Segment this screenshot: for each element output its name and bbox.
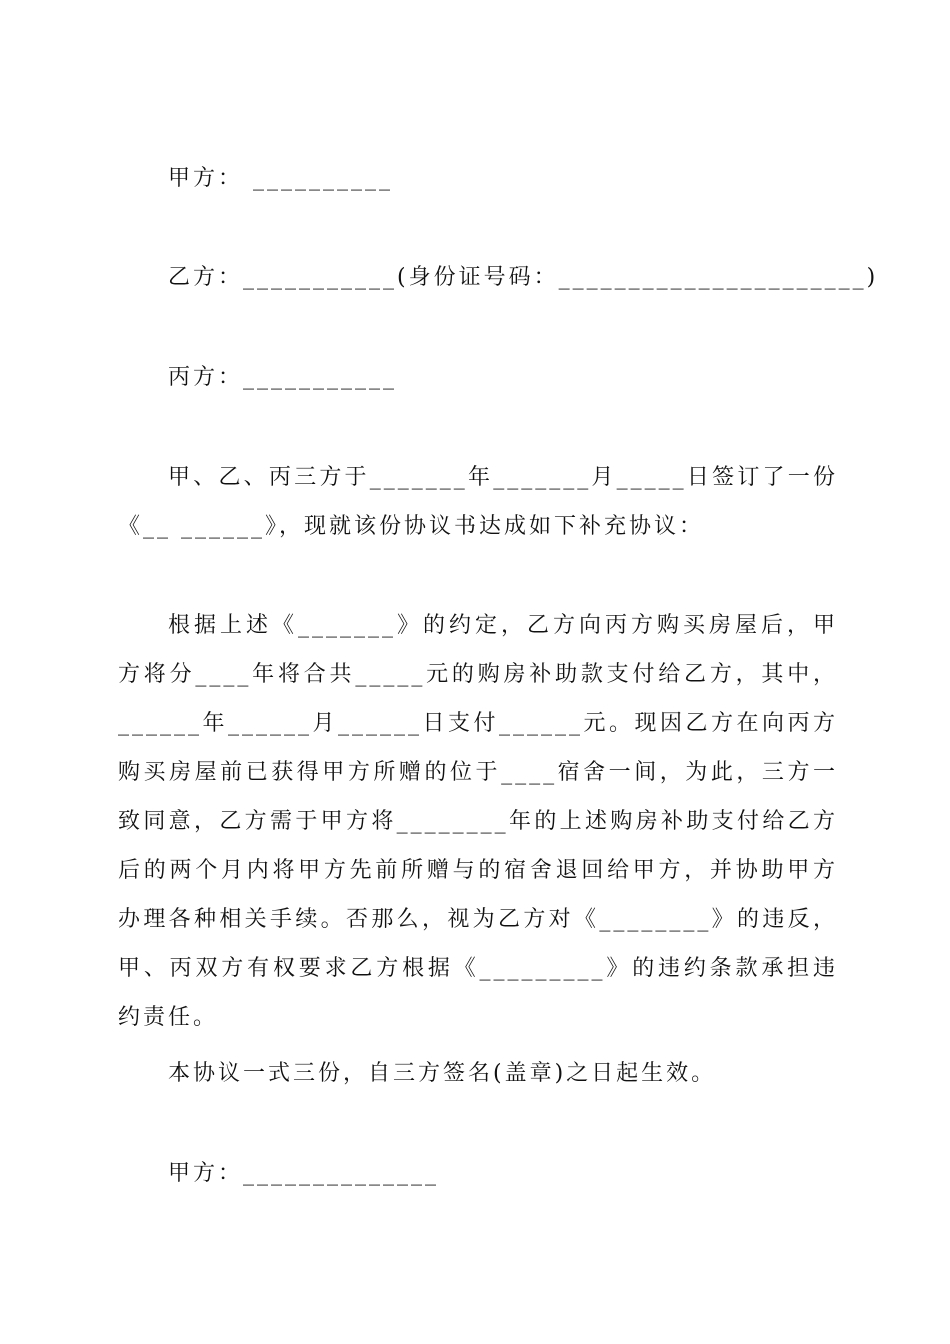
- party-c-line: 丙方：___________: [168, 365, 398, 390]
- party-b-line: 乙方：___________(身份证号码：______________________): [168, 265, 879, 290]
- effect-statement: 本协议一式三份，自三方签名(盖章)之日起生效。: [168, 1061, 717, 1086]
- signature-party-a: 甲方：______________: [168, 1161, 440, 1186]
- clause-paragraph: 根据上述《_______》的约定，乙方向丙方购买房屋后，甲方将分____年将合共_____元的购房补助款支付给乙方，其中，______年______月______日支付______元。现因乙方在向丙方购买房屋前已获得甲方所赠的位于____宿舍一间，为此，三方一致同意，乙方需于甲方将________年的上述购房补助支付给乙方后的两个月内将甲方先前所赠与的宿舍退回给甲方，并协助甲方办理各种相关手续。否那么，视为乙方对《________》的违反，甲、丙双方有权要求乙方根据《_________》的违约条款承担违约责任。: [118, 613, 838, 1030]
- party-a-line: 甲方： __________: [168, 166, 393, 191]
- intro-paragraph: 甲、乙、丙三方于_______年_______月_____日签订了一份《__ ______》，现就该份协议书达成如下补充协议：: [118, 465, 838, 539]
